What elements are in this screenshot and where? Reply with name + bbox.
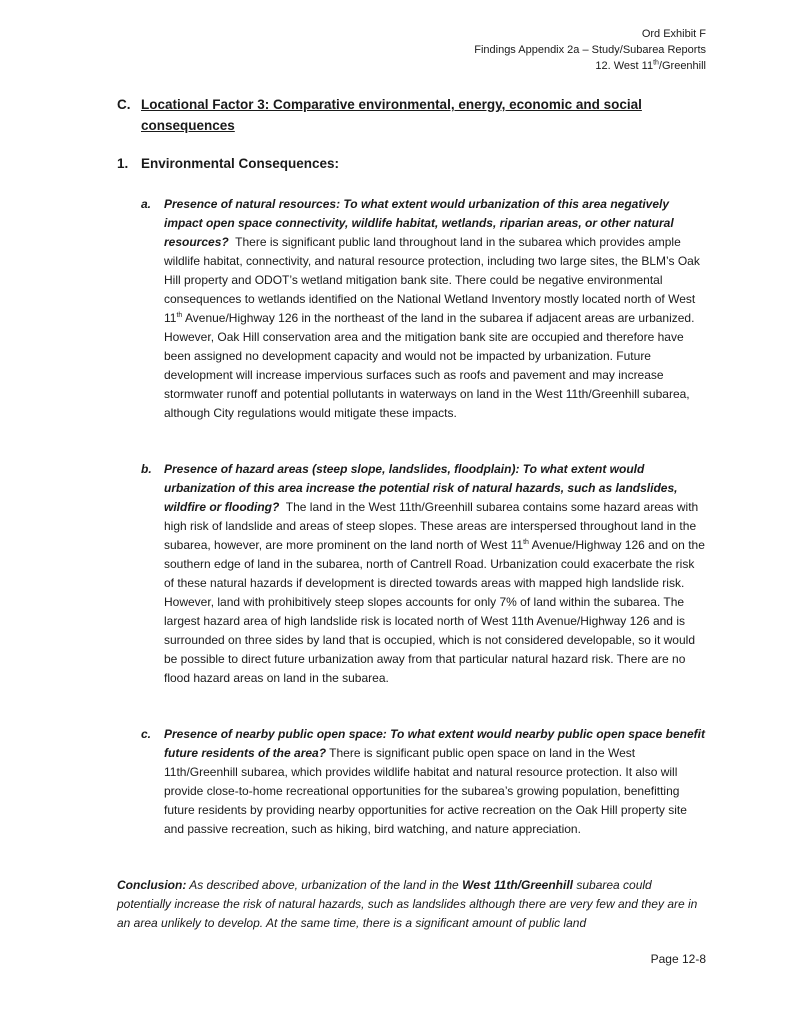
item-question: Presence of hazard areas (steep slope, landslides, floodplain): To what extent would urbanization of this area increase the potential risk of natural hazards, such as landslides, wildfire or flooding? xyxy=(164,462,678,514)
environmental-title: Environmental Consequences: xyxy=(141,156,340,171)
conclusion-label: Conclusion: xyxy=(117,878,187,892)
item-letter: b. xyxy=(141,462,152,476)
conclusion-subarea: West 11th/Greenhill xyxy=(462,878,573,892)
item-body: Presence of natural resources: To what extent would urbanization of this area negatively impact open space connectivity, wildlife habitat, wetlands, riparian areas, or other natural resources? There is significant public land throughout land in the subarea which provides ample wildlife habitat, connectivity, and natural resource protection, including two large sites, the BLM’s Oak Hill property and ODOT’s wetland mitigation bank site. There could be negative environmental consequences to wetlands identified on the National Wetland Inventory mostly located north of West 11th Avenue/Highway 126 in the northeast of the land in the subarea if adjacent areas are urbanized. However, Oak Hill conservation area and the mitigation bank site are occupied and therefore have been assigned no development capacity and would not be impacted by urbanization. Future development will increase impervious surfaces such as roofs and pavement and may increase stormwater runoff and potential pollutants in waterways on land in the West 11th/Greenhill subarea, although City regulations would mitigate these impacts. xyxy=(164,197,700,420)
environmental-heading xyxy=(117,156,339,171)
item-letter: c. xyxy=(141,727,152,741)
item-body: Presence of hazard areas (steep slope, landslides, floodplain): To what extent would urbanization of this area increase the potential risk of natural hazards, such as landslides, wildfire or flooding? The land in the West 11th/Greenhill subarea contains some hazard areas with high risk of landslide and areas of steep slopes. These areas are interspersed throughout land in the subarea, however, are more prominent on the land north of West 11th Avenue/Highway 126 and on the southern edge of land in the subarea, north of Cantrell Road. Urbanization could exacerbate the risk of these natural hazards if development is directed towards areas with mapped high landslide risk. However, land with prohibitively steep slopes accounts for only 7% of land within the subarea. The largest hazard area of high landslide risk is located north of West 11th Avenue/Highway 126 and is surrounded on three sides by land that is occupied, which is not considered developable, so it would be possible to direct future urbanization away from that particular natural hazard risk. There are no flood hazard areas on land in the subarea. xyxy=(164,462,705,685)
section-heading xyxy=(117,94,687,136)
item-question: Presence of natural resources: To what extent would urbanization of this area negatively impact open space connectivity, wildlife habitat, wetlands, riparian areas, or other natural resources? xyxy=(164,197,674,249)
header-subarea: 12. West 11th/Greenhill xyxy=(595,59,706,72)
section-title: Locational Factor 3: Comparative environmental, energy, economic and social consequences xyxy=(141,97,642,133)
item-hazard-areas xyxy=(141,460,707,688)
page-header xyxy=(474,26,706,74)
item-question: Presence of nearby public open space: To what extent would nearby public open space benefit future residents of the area? xyxy=(164,727,706,760)
item-open-space xyxy=(141,725,707,839)
item-body: Presence of nearby public open space: To what extent would nearby public open space benefit future residents of the area? There is significant public open space on land in the West 11th/Greenhill subarea, which provides wildlife habitat and natural resource protection. It also will provide close-to-home recreational opportunities for the subarea’s growing population, benefitting future residents by providing nearby opportunities for active recreation on the Oak Hill property site and passive recreation, such as hiking, bird watching, and nature appreciation. xyxy=(164,727,706,836)
conclusion-paragraph: Conclusion: As described above, urbanization of the land in the West 11th/Greenhill subarea could potentially increase the risk of natural hazards, such as landslides although there are very few and they are in an area unlikely to develop. At the same time, there is a significant amount of public land xyxy=(117,878,698,930)
header-exhibit: Ord Exhibit F xyxy=(641,28,706,40)
header-appendix: Findings Appendix 2a – Study/Subarea Reports xyxy=(474,44,706,56)
section-letter: C. xyxy=(117,97,131,112)
item-natural-resources xyxy=(141,195,707,423)
environmental-number: 1. xyxy=(117,156,129,171)
item-letter: a. xyxy=(141,197,152,211)
page-number: Page 12-8 xyxy=(650,952,706,966)
